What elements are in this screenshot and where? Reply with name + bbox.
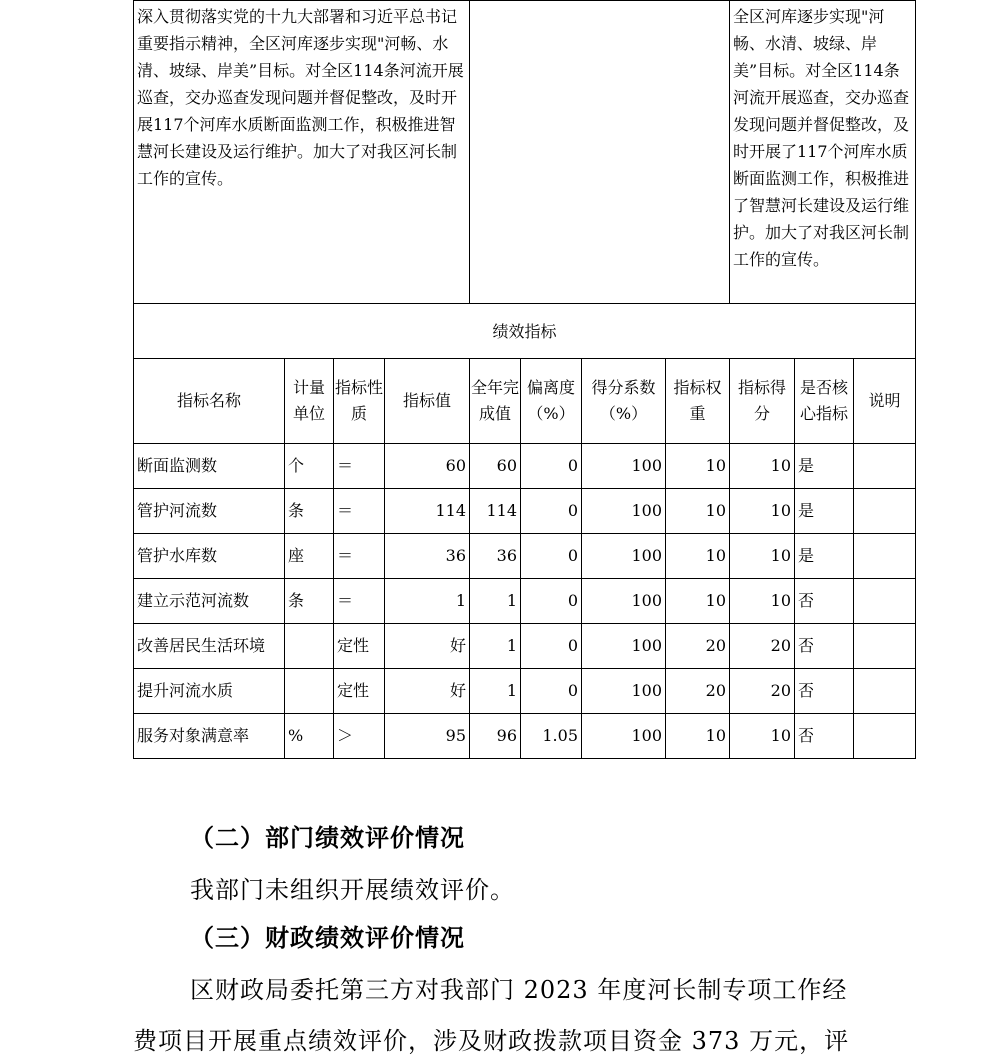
cell-deviation: 0 — [521, 669, 582, 714]
header-cell: 得分系数（%） — [582, 359, 666, 444]
header-cell: 指标性质 — [334, 359, 385, 444]
table-row — [134, 444, 916, 489]
section3-line2: 费项目开展重点绩效评价，涉及财政拨款项目资金 373 万元，评 — [133, 1027, 850, 1055]
cell-weight: 20 — [666, 669, 730, 714]
cell-score: 20 — [730, 624, 795, 669]
cell-nature: ＝ — [334, 444, 385, 489]
header-cell: 全年完成值 — [470, 359, 521, 444]
section-title: 绩效指标 — [134, 304, 916, 359]
header-cell: 偏离度（%） — [521, 359, 582, 444]
cell-deviation: 0 — [521, 534, 582, 579]
header-row — [134, 359, 916, 444]
table-row — [134, 624, 916, 669]
cell-weight: 10 — [666, 444, 730, 489]
cell-nature: ＝ — [334, 489, 385, 534]
cell-actual: 114 — [470, 489, 521, 534]
cell-weight: 10 — [666, 489, 730, 534]
performance-table — [133, 0, 916, 759]
header-cell: 指标值 — [385, 359, 470, 444]
cell-core: 是 — [795, 444, 854, 489]
cell-coef: 100 — [582, 444, 666, 489]
cell-score: 20 — [730, 669, 795, 714]
header-cell: 指标得分 — [730, 359, 795, 444]
header-cell: 说明 — [854, 359, 916, 444]
cell-note — [854, 669, 916, 714]
cell-deviation: 1.05 — [521, 714, 582, 759]
intro-row — [134, 1, 916, 304]
header-cell: 指标权重 — [666, 359, 730, 444]
section3-line1: 区财政局委托第三方对我部门 2023 年度河长制专项工作经 — [190, 976, 848, 1004]
cell-name: 提升河流水质 — [134, 669, 285, 714]
cell-note — [854, 579, 916, 624]
cell-score: 10 — [730, 714, 795, 759]
cell-deviation: 0 — [521, 444, 582, 489]
cell-unit: 条 — [285, 579, 334, 624]
cell-target: 好 — [385, 624, 470, 669]
cell-weight: 20 — [666, 624, 730, 669]
cell-name: 服务对象满意率 — [134, 714, 285, 759]
cell-score: 10 — [730, 444, 795, 489]
cell-target: 95 — [385, 714, 470, 759]
table-row — [134, 579, 916, 624]
cell-nature: 定性 — [334, 669, 385, 714]
cell-actual: 1 — [470, 579, 521, 624]
cell-score: 10 — [730, 579, 795, 624]
table-row — [134, 489, 916, 534]
cell-target: 114 — [385, 489, 470, 534]
cell-core: 否 — [795, 714, 854, 759]
section-row — [134, 304, 916, 359]
cell-name: 建立示范河流数 — [134, 579, 285, 624]
cell-name: 断面监测数 — [134, 444, 285, 489]
cell-nature: ＝ — [334, 579, 385, 624]
cell-name: 管护水库数 — [134, 534, 285, 579]
cell-target: 好 — [385, 669, 470, 714]
cell-name: 管护河流数 — [134, 489, 285, 534]
cell-nature: ＞ — [334, 714, 385, 759]
intro-middle-cell — [470, 1, 730, 304]
cell-coef: 100 — [582, 534, 666, 579]
cell-coef: 100 — [582, 579, 666, 624]
cell-note — [854, 624, 916, 669]
cell-core: 是 — [795, 489, 854, 534]
section2-body: 我部门未组织开展绩效评价。 — [190, 876, 515, 904]
cell-unit: % — [285, 714, 334, 759]
cell-core: 否 — [795, 669, 854, 714]
cell-coef: 100 — [582, 669, 666, 714]
cell-unit — [285, 669, 334, 714]
cell-coef: 100 — [582, 624, 666, 669]
section2-heading: （二）部门绩效评价情况 — [190, 823, 465, 852]
cell-target: 36 — [385, 534, 470, 579]
cell-note — [854, 714, 916, 759]
table-row — [134, 534, 916, 579]
cell-note — [854, 444, 916, 489]
cell-weight: 10 — [666, 534, 730, 579]
header-cell: 计量单位 — [285, 359, 334, 444]
cell-actual: 36 — [470, 534, 521, 579]
cell-actual: 1 — [470, 624, 521, 669]
intro-left-cell: 深入贯彻落实党的十九大部署和习近平总书记重要指示精神，全区河库逐步实现"河畅、水清、坡绿、岸美”目标。对全区114条河流开展巡查，交办巡查发现问题并督促整改，及时开展117个河库水质断面监测工作，积极推进智慧河长建设及运行维护。加大了对我区河长制工作的宣传。 — [134, 1, 470, 304]
cell-weight: 10 — [666, 714, 730, 759]
header-cell: 指标名称 — [134, 359, 285, 444]
cell-deviation: 0 — [521, 624, 582, 669]
cell-note — [854, 534, 916, 579]
cell-weight: 10 — [666, 579, 730, 624]
cell-target: 1 — [385, 579, 470, 624]
cell-actual: 1 — [470, 669, 521, 714]
cell-deviation: 0 — [521, 489, 582, 534]
cell-score: 10 — [730, 534, 795, 579]
cell-core: 是 — [795, 534, 854, 579]
section3-heading: （三）财政绩效评价情况 — [190, 923, 465, 952]
cell-unit: 个 — [285, 444, 334, 489]
cell-coef: 100 — [582, 489, 666, 534]
cell-deviation: 0 — [521, 579, 582, 624]
cell-note — [854, 489, 916, 534]
table-row — [134, 714, 916, 759]
cell-name: 改善居民生活环境 — [134, 624, 285, 669]
cell-target: 60 — [385, 444, 470, 489]
intro-right-cell: 全区河库逐步实现"河畅、水清、坡绿、岸美”目标。对全区114条河流开展巡查，交办巡查发现问题并督促整改，及时开展了117个河库水质断面监测工作，积极推进了智慧河长建设及运行维护。加大了对我区河长制工作的宣传。 — [730, 1, 916, 304]
cell-nature: ＝ — [334, 534, 385, 579]
cell-unit — [285, 624, 334, 669]
cell-actual: 60 — [470, 444, 521, 489]
cell-coef: 100 — [582, 714, 666, 759]
cell-actual: 96 — [470, 714, 521, 759]
table-row — [134, 669, 916, 714]
header-cell: 是否核心指标 — [795, 359, 854, 444]
cell-score: 10 — [730, 489, 795, 534]
cell-nature: 定性 — [334, 624, 385, 669]
cell-unit: 座 — [285, 534, 334, 579]
cell-unit: 条 — [285, 489, 334, 534]
cell-core: 否 — [795, 579, 854, 624]
cell-core: 否 — [795, 624, 854, 669]
